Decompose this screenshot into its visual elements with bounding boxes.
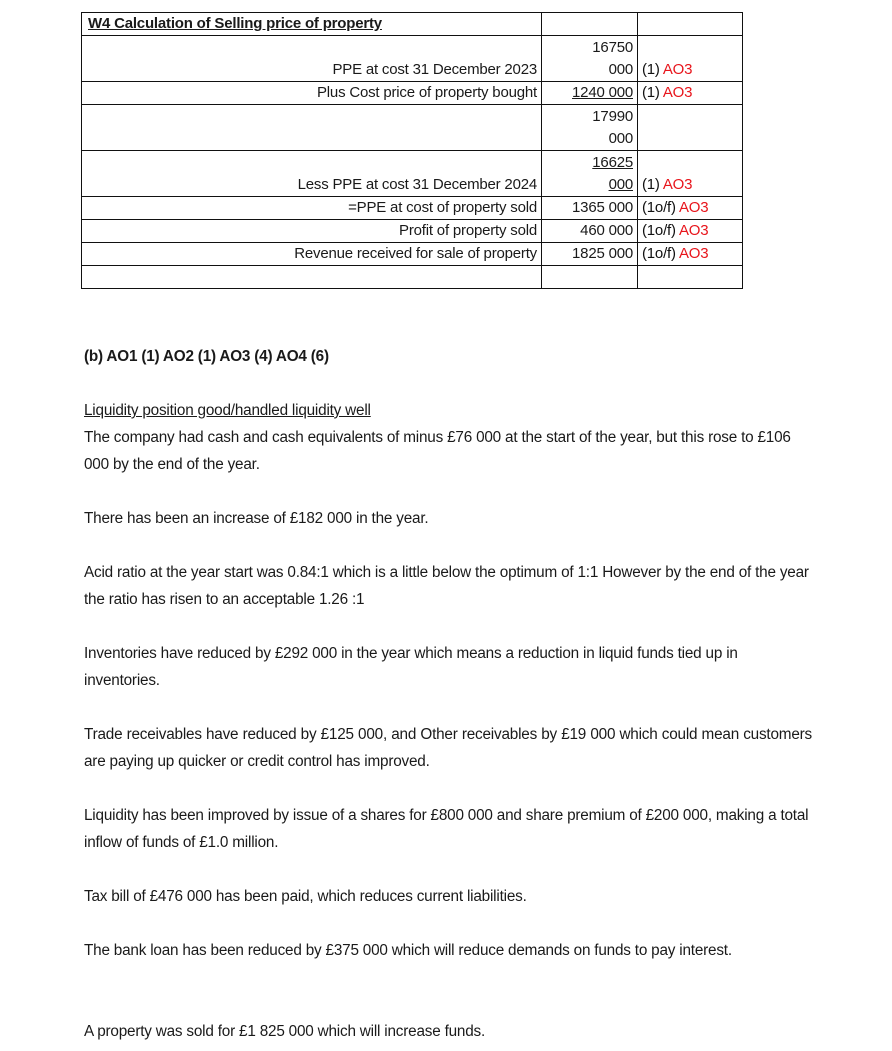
row-value-line2: 000: [608, 130, 633, 147]
row-value: [542, 266, 638, 289]
paragraph-text: Acid ratio at the year start was 0.84:1 which is a little below the optimum of 1:1 However by the end of the year the ratio has risen to an acceptable 1.26 :1: [84, 564, 809, 608]
assessment-objective: AO3: [662, 84, 693, 101]
table-row: [82, 36, 743, 82]
paragraph-receivables: [84, 721, 812, 775]
row-value-line1: 16750: [592, 39, 633, 56]
paragraph-property-sold: [84, 1018, 812, 1045]
row-value: 1365 000: [542, 197, 638, 220]
row-mark: [638, 151, 743, 197]
paragraph-increase: [84, 505, 812, 532]
paragraph-text: Trade receivables have reduced by £125 000, and Other receivables by £19 000 which could mean customers are paying up quicker or credit control has improved.: [84, 726, 812, 770]
row-label: Less PPE at cost 31 December 2024: [82, 151, 542, 197]
table-title: W4 Calculation of Selling price of property: [82, 13, 542, 36]
mark-count: (1o/f): [642, 222, 676, 239]
table-cell-empty: [542, 13, 638, 36]
paragraph-text: Inventories have reduced by £292 000 in the year which means a reduction in liquid funds tied up in inventories.: [84, 645, 738, 689]
assessment-objective: AO3: [678, 222, 709, 239]
row-mark: [638, 36, 743, 82]
row-value: [542, 82, 638, 105]
paragraph-shares: [84, 802, 812, 856]
paragraph-tax: [84, 883, 812, 910]
row-value: [542, 105, 638, 151]
paragraph-acid-ratio: [84, 559, 812, 613]
paragraph-bank-loan: [84, 937, 812, 964]
row-value-line1: 16625: [592, 154, 633, 171]
row-label: [82, 266, 542, 289]
table-row: [82, 243, 743, 266]
paragraph-text: The company had cash and cash equivalents of minus £76 000 at the start of the year, but this rose to £106 000 by the end of the year.: [84, 429, 791, 473]
table-row-empty: [82, 266, 743, 289]
row-label: Profit of property sold: [82, 220, 542, 243]
paragraph-inventories: [84, 640, 812, 694]
assessment-objective: AO3: [662, 176, 693, 193]
part-b-heading: (b) AO1 (1) AO2 (1) AO3 (4) AO4 (6): [84, 348, 329, 365]
mark-count: (1): [642, 84, 660, 101]
table-row: [82, 82, 743, 105]
row-label: Plus Cost price of property bought: [82, 82, 542, 105]
paragraph-text: There has been an increase of £182 000 in the year.: [84, 510, 429, 527]
row-value: 460 000: [542, 220, 638, 243]
assessment-objective: AO3: [678, 245, 709, 262]
row-label: =PPE at cost of property sold: [82, 197, 542, 220]
mark-count: (1o/f): [642, 245, 676, 262]
paragraph-text: A property was sold for £1 825 000 which will increase funds.: [84, 1023, 486, 1040]
assessment-objective: AO3: [662, 61, 693, 78]
paragraph-cash: [84, 424, 812, 478]
table-row: [82, 151, 743, 197]
row-value-line2: 000: [608, 61, 633, 78]
row-label: PPE at cost 31 December 2023: [82, 36, 542, 82]
row-value-line1: 1240 000: [572, 84, 633, 101]
table-title-row: [82, 13, 743, 36]
row-mark: [638, 105, 743, 151]
table-cell-empty: [638, 13, 743, 36]
paragraph-text: Tax bill of £476 000 has been paid, which reduces current liabilities.: [84, 888, 527, 905]
row-value: [542, 151, 638, 197]
mark-count: (1): [642, 61, 660, 78]
liquidity-subheading: Liquidity position good/handled liquidity well: [84, 402, 371, 419]
row-value: 1825 000: [542, 243, 638, 266]
row-label: Revenue received for sale of property: [82, 243, 542, 266]
row-mark: [638, 243, 743, 266]
row-label: [82, 105, 542, 151]
row-value: [542, 36, 638, 82]
row-value-line1: 17990: [592, 108, 633, 125]
row-mark: [638, 82, 743, 105]
mark-count: (1o/f): [642, 199, 676, 216]
w4-calculation-table: [81, 12, 743, 289]
table-row: [82, 105, 743, 151]
row-mark: [638, 220, 743, 243]
row-mark: [638, 197, 743, 220]
paragraph-text: The bank loan has been reduced by £375 000 which will reduce demands on funds to pay interest.: [84, 942, 732, 959]
table-row: [82, 197, 743, 220]
row-value-line2: 000: [608, 176, 633, 193]
mark-count: (1): [642, 176, 660, 193]
table-row: [82, 220, 743, 243]
paragraph-text: Liquidity has been improved by issue of a shares for £800 000 and share premium of £200 000, making a total inflow of funds of £1.0 million.: [84, 807, 809, 851]
row-mark: [638, 266, 743, 289]
assessment-objective: AO3: [678, 199, 709, 216]
